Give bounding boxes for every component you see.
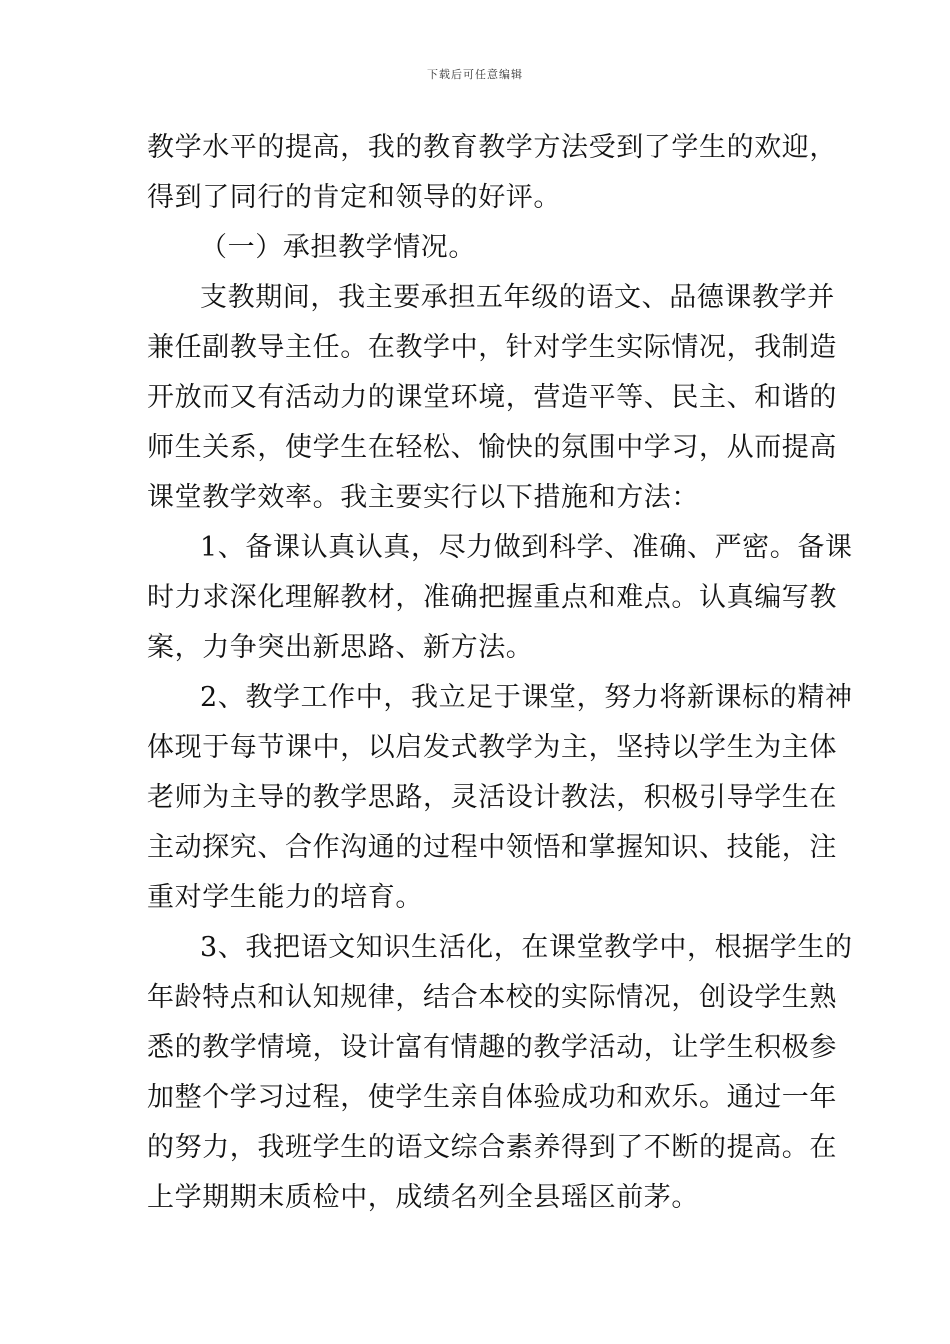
text-line: 教学水平的提高，我的教育教学方法受到了学生的欢迎， [147, 132, 837, 163]
paragraph-first-line: 1、备课认真认真，尽力做到科学、准确、严密。备课 [200, 532, 853, 563]
section-heading: （一）承担教学情况。 [200, 232, 476, 263]
text-line: 年龄特点和认知规律，结合本校的实际情况，创设学生熟 [147, 982, 837, 1013]
text-line: 体现于每节课中，以启发式教学为主，坚持以学生为主体 [147, 732, 837, 763]
text-line: 得到了同行的肯定和领导的好评。 [147, 182, 561, 213]
text-line: 重对学生能力的培育。 [147, 882, 423, 913]
paragraph-first-line: 3、我把语文知识生活化，在课堂教学中，根据学生的 [200, 932, 853, 963]
paragraph-first-line: 2、教学工作中，我立足于课堂，努力将新课标的精神 [200, 682, 853, 713]
text-line: 时力求深化理解教材，准确把握重点和难点。认真编写教 [147, 582, 837, 613]
text-line: 开放而又有活动力的课堂环境，营造平等、民主、和谐的 [147, 382, 837, 413]
text-line: 课堂教学效率。我主要实行以下措施和方法： [147, 482, 699, 513]
text-line: 加整个学习过程，使学生亲自体验成功和欢乐。通过一年 [147, 1082, 837, 1113]
text-line: 老师为主导的教学思路，灵活设计教法，积极引导学生在 [147, 782, 837, 813]
page-header-note: 下载后可任意编辑 [427, 68, 523, 81]
text-line: 案，力争突出新思路、新方法。 [147, 632, 534, 663]
paragraph-first-line: 支教期间，我主要承担五年级的语文、品德课教学并 [200, 282, 835, 313]
text-line: 师生关系，使学生在轻松、愉快的氛围中学习，从而提高 [147, 432, 837, 463]
text-line: 的努力，我班学生的语文综合素养得到了不断的提高。在 [147, 1132, 837, 1163]
text-line: 主动探究、合作沟通的过程中领悟和掌握知识、技能，注 [147, 832, 837, 863]
text-line: 兼任副教导主任。在教学中，针对学生实际情况，我制造 [147, 332, 837, 363]
text-line: 悉的教学情境，设计富有情趣的教学活动，让学生积极参 [147, 1032, 837, 1063]
text-line: 上学期期末质检中，成绩名列全县瑶区前茅。 [147, 1182, 699, 1213]
